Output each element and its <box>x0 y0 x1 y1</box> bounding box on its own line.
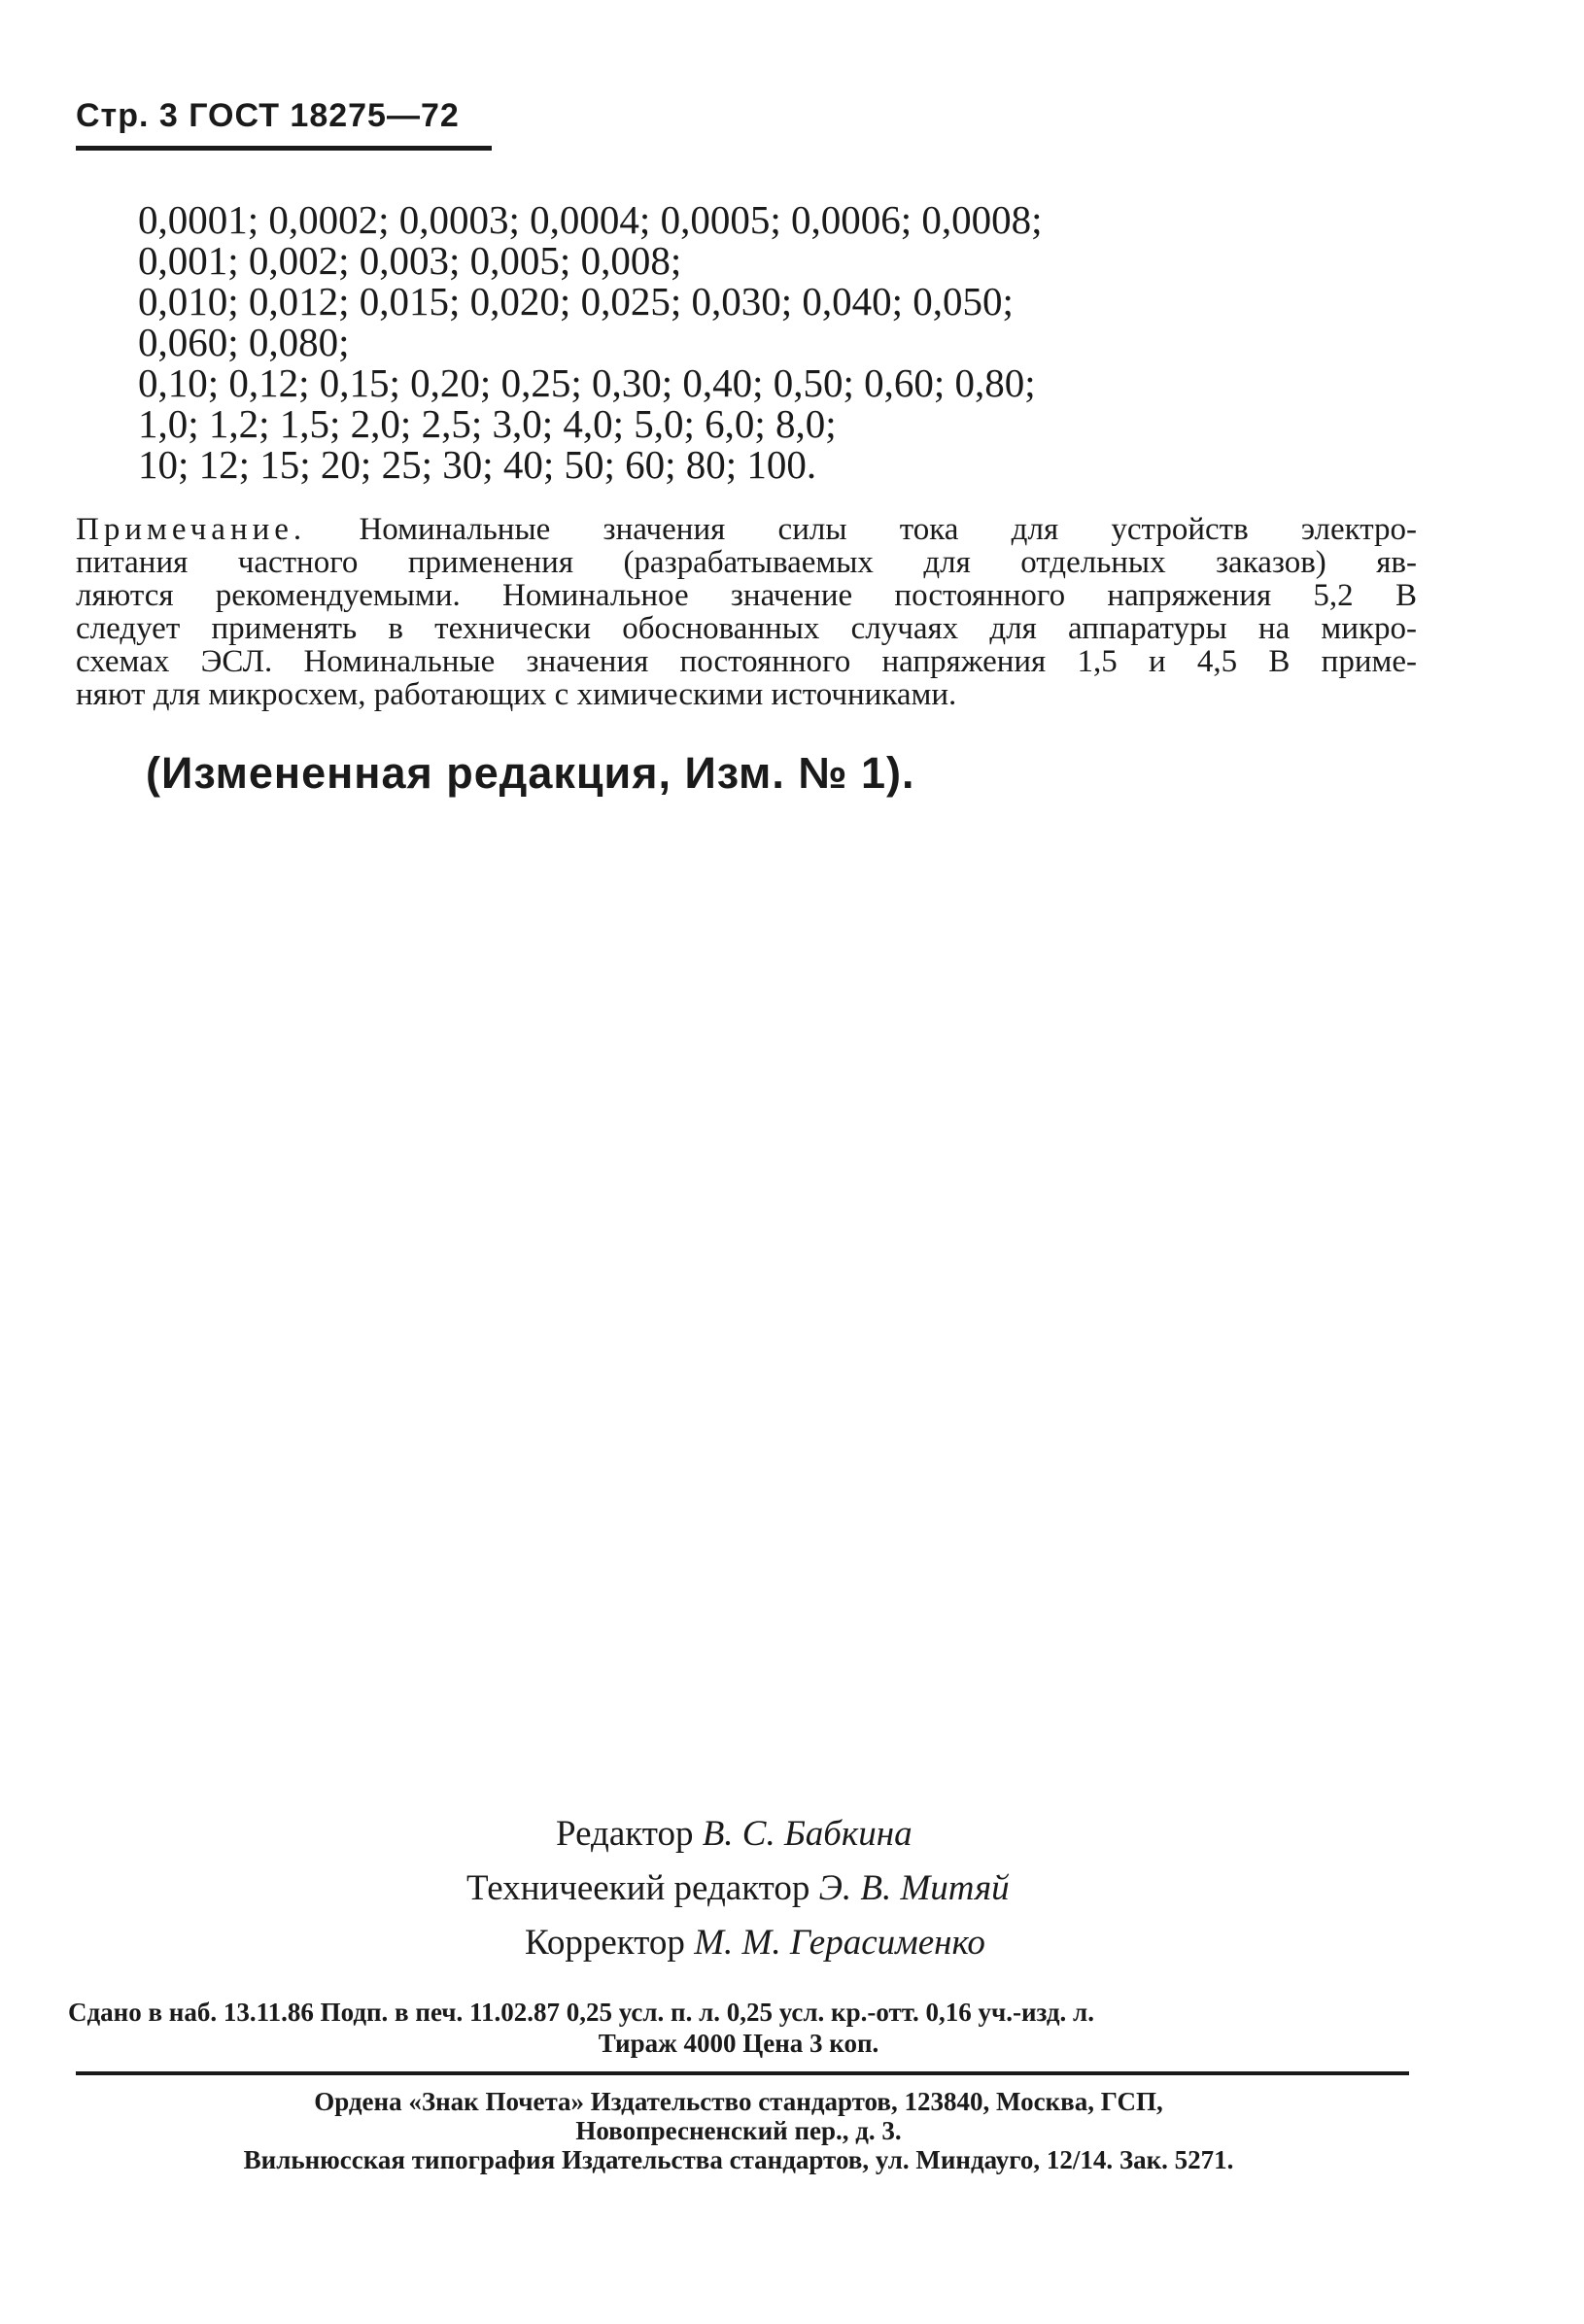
editor-name: В. С. Бабкина <box>702 1814 913 1854</box>
values-line: 0,001; 0,002; 0,003; 0,005; 0,008; <box>138 238 682 283</box>
publisher-block <box>68 2087 1409 2174</box>
values-line: 0,0001; 0,0002; 0,0003; 0,0004; 0,0005; 0,0006; 0,0008; <box>138 197 1043 242</box>
note-paragraph <box>76 513 1417 711</box>
note-line: питания частного применения (разрабатываемых для отдельных заказов) яв- <box>76 545 1417 580</box>
note-line: следует применять в технически обоснованных случаях для аппаратуры на микро- <box>76 611 1417 646</box>
header-rule <box>76 146 492 151</box>
values-list <box>138 199 1256 485</box>
imprint-line: Сдано в наб. 13.11.86 Подп. в печ. 11.02.87 0,25 усл. п. л. 0,25 усл. кр.-отт. 0,16 уч.-изд. л. <box>68 1998 1094 2027</box>
corrector-label: Корректор <box>525 1923 685 1963</box>
imprint-block <box>68 1997 1409 2059</box>
credit-editor <box>556 1807 913 1862</box>
values-line: 0,060; 0,080; <box>138 320 350 364</box>
tech-editor-label: Техничеекий редактор <box>466 1868 810 1908</box>
credit-corrector <box>525 1916 985 1970</box>
note-line: ляются рекомендуемыми. Номинальное значение постоянного напряжения 5,2 В <box>76 578 1417 613</box>
tech-editor-name: Э. В. Митяй <box>818 1868 1010 1908</box>
values-line: 0,10; 0,12; 0,15; 0,20; 0,25; 0,30; 0,40; 0,50; 0,60; 0,80; <box>138 360 1036 405</box>
page-header: Стр. 3 ГОСТ 18275—72 <box>76 97 460 134</box>
publisher-line: Новопресненский пер., д. 3. <box>575 2116 902 2145</box>
note-line: няют для микросхем, работающих с химическими источниками. <box>76 677 957 712</box>
note-label: Примечание. <box>76 512 307 547</box>
values-line: 10; 12; 15; 20; 25; 30; 40; 50; 60; 80; 100. <box>138 442 817 487</box>
credit-tech-editor <box>466 1862 1010 1916</box>
publisher-line: Вильнюсская типография Издательства стандартов, ул. Миндауго, 12/14. Зак. 5271. <box>243 2145 1234 2174</box>
editor-label: Редактор <box>556 1814 694 1854</box>
values-line: 1,0; 1,2; 1,5; 2,0; 2,5; 3,0; 4,0; 5,0; 6,0; 8,0; <box>138 401 837 446</box>
publisher-line: Ордена «Знак Почета» Издательство стандартов, 123840, Москва, ГСП, <box>314 2087 1163 2116</box>
corrector-name: М. М. Герасименко <box>694 1923 985 1963</box>
imprint-line: Тираж 4000 Цена 3 коп. <box>598 2029 879 2058</box>
values-line: 0,010; 0,012; 0,015; 0,020; 0,025; 0,030; 0,040; 0,050; <box>138 279 1014 324</box>
revision-note: (Измененная редакция, Изм. № 1). <box>146 748 915 798</box>
note-text: Номинальные значения силы тока для устройств электро- <box>359 512 1418 547</box>
note-line: схемах ЭСЛ. Номинальные значения постоянного напряжения 1,5 и 4,5 В приме- <box>76 644 1417 679</box>
bottom-rule <box>76 2071 1409 2075</box>
note-line <box>76 513 1417 546</box>
